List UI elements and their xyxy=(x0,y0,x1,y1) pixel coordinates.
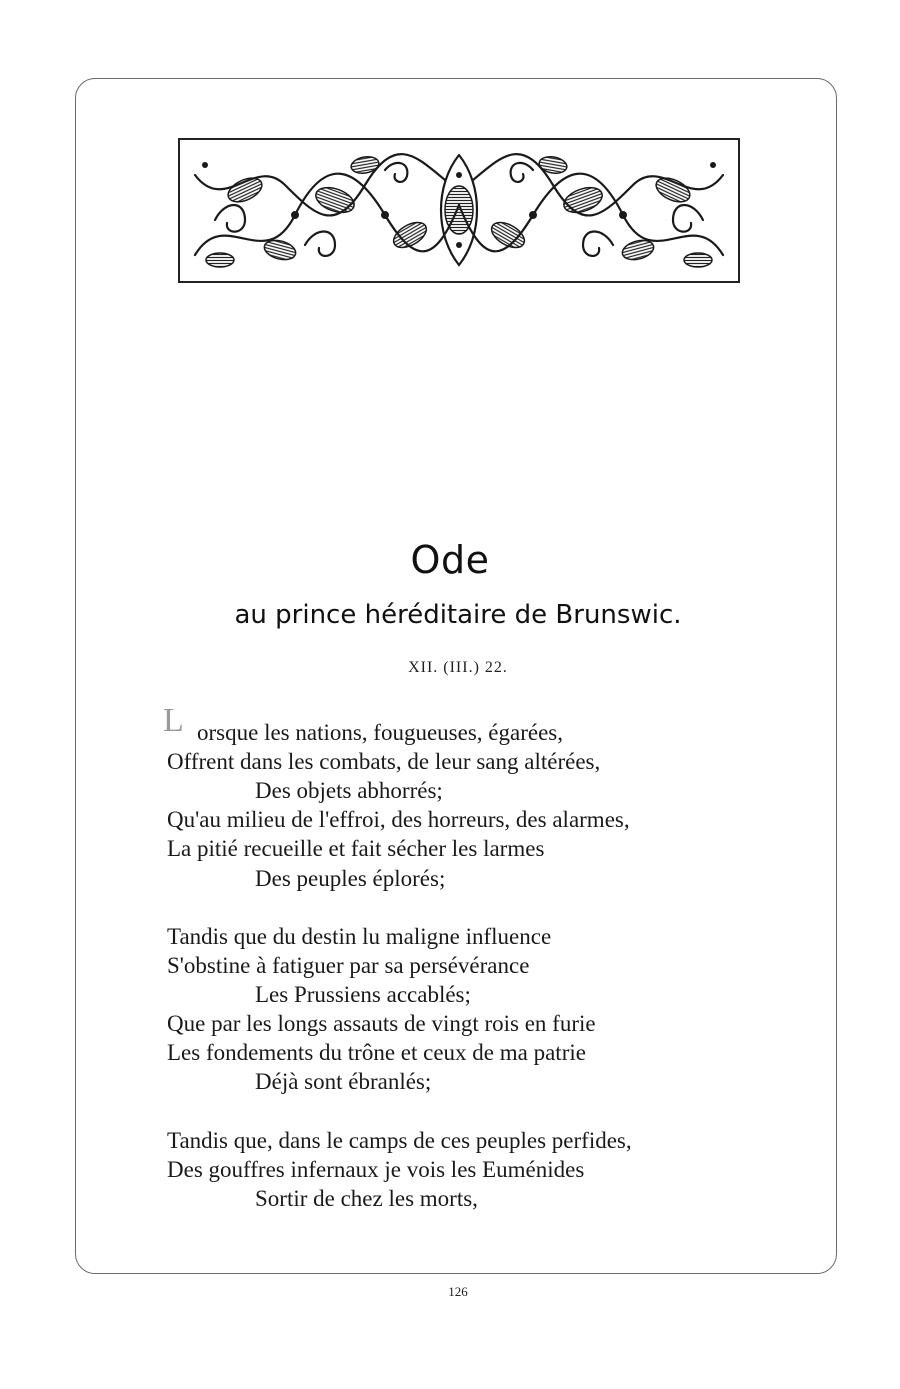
verse-line: Tandis que du destin lu maligne influence xyxy=(167,924,552,949)
decorative-headpiece xyxy=(178,138,740,283)
verse-line: Des peuples éplorés; xyxy=(255,866,446,891)
verse-line: Offrent dans les combats, de leur sang altérées, xyxy=(167,749,601,774)
verse-line: S'obstine à fatiguer par sa persévérance xyxy=(167,953,530,978)
verse-line: Des objets abhorrés; xyxy=(255,778,443,803)
poem-subtitle: au prince héréditaire de Brunswic. xyxy=(234,600,682,630)
verse-line: Sortir de chez les morts, xyxy=(255,1186,478,1211)
page-number: 126 xyxy=(448,1284,468,1299)
poem-reference: XII. (III.) 22. xyxy=(408,659,508,676)
verse-line: Déjà sont ébranlés; xyxy=(255,1069,432,1094)
verse-line: Tandis que, dans le camps de ces peuples perfides, xyxy=(167,1128,632,1153)
verse-line: Des gouffres infernaux je vois les Euménides xyxy=(167,1157,585,1182)
verse-line: orsque les nations, fougueuses, égarées, xyxy=(197,720,563,745)
drop-cap: L xyxy=(163,702,184,739)
floral-ornament-icon xyxy=(185,145,733,276)
poem-title: Ode xyxy=(410,538,490,582)
verse-line: La pitié recueille et fait sécher les larmes xyxy=(167,836,545,861)
verse-line: Les Prussiens accablés; xyxy=(255,982,471,1007)
verse-line: Les fondements du trône et ceux de ma patrie xyxy=(167,1040,586,1065)
verse-line: Que par les longs assauts de vingt rois en furie xyxy=(167,1011,596,1036)
verse-line: Qu'au milieu de l'effroi, des horreurs, des alarmes, xyxy=(167,807,630,832)
